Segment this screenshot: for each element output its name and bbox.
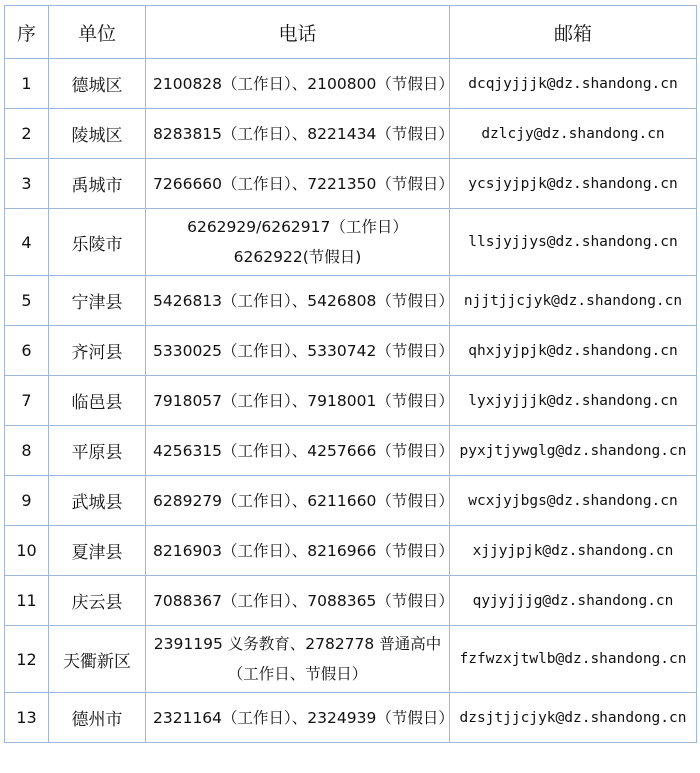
email-link[interactable]: wcxjyjbgs@dz.shandong.cn xyxy=(450,476,697,526)
phone-line: 7918057（工作日）、7918001（节假日） xyxy=(153,391,454,410)
header-row xyxy=(5,6,697,59)
phone-cell xyxy=(146,276,454,326)
table-row xyxy=(5,59,697,109)
row-number: 11 xyxy=(5,576,49,626)
phone-line: 6289279（工作日）、6211660（节假日） xyxy=(153,491,454,510)
unit-name: 夏津县 xyxy=(49,526,146,576)
unit-name: 临邑县 xyxy=(49,376,146,426)
table-row xyxy=(5,376,697,426)
row-number: 10 xyxy=(5,526,49,576)
email-link[interactable]: fzfwzxjtwlb@dz.shandong.cn xyxy=(450,626,697,693)
email-link[interactable]: dzsjtjjcjyk@dz.shandong.cn xyxy=(450,693,697,743)
email-link[interactable]: qyjyjjjg@dz.shandong.cn xyxy=(450,576,697,626)
table-row xyxy=(5,209,697,276)
phone-cell xyxy=(146,526,454,576)
phone-cell xyxy=(146,426,454,476)
row-number: 8 xyxy=(5,426,49,476)
unit-name: 陵城区 xyxy=(49,109,146,159)
row-number: 13 xyxy=(5,693,49,743)
phone-line: 6262929/6262917（工作日） xyxy=(187,218,408,236)
table-row xyxy=(5,476,697,526)
phone-cell xyxy=(146,59,454,109)
row-number: 7 xyxy=(5,376,49,426)
phone-line: 2391195 义务教育、2782778 普通高中 xyxy=(153,635,442,653)
table-row xyxy=(5,326,697,376)
row-number: 9 xyxy=(5,476,49,526)
table-row xyxy=(5,626,697,693)
header-email: 邮箱 xyxy=(450,6,697,59)
row-number: 3 xyxy=(5,159,49,209)
table-row xyxy=(5,526,697,576)
phone-line: 8216903（工作日）、8216966（节假日） xyxy=(153,541,454,560)
unit-name: 天衢新区 xyxy=(49,626,146,693)
email-link[interactable]: njjtjjcjyk@dz.shandong.cn xyxy=(450,276,697,326)
row-number: 12 xyxy=(5,626,49,693)
phone-line: 5426813（工作日）、5426808（节假日） xyxy=(153,291,454,310)
unit-name: 庆云县 xyxy=(49,576,146,626)
unit-name: 宁津县 xyxy=(49,276,146,326)
phone-cell xyxy=(146,576,454,626)
email-link[interactable]: dcqjyjjjk@dz.shandong.cn xyxy=(450,59,697,109)
phone-line: 2100828（工作日）、2100800（节假日） xyxy=(153,74,454,93)
email-link[interactable]: xjjyjpjk@dz.shandong.cn xyxy=(450,526,697,576)
email-link[interactable]: llsjyjjys@dz.shandong.cn xyxy=(450,209,697,276)
phone-line: 7266660（工作日）、7221350（节假日） xyxy=(153,174,454,193)
phone-cell xyxy=(146,626,450,693)
table-row xyxy=(5,276,697,326)
header-no: 序 xyxy=(5,6,49,59)
row-number: 6 xyxy=(5,326,49,376)
email-link[interactable]: pyxjtjywglg@dz.shandong.cn xyxy=(450,426,697,476)
row-number: 1 xyxy=(5,59,49,109)
unit-name: 德城区 xyxy=(49,59,146,109)
table-row xyxy=(5,159,697,209)
phone-line: 8283815（工作日）、8221434（节假日） xyxy=(153,124,454,143)
phone-line: 5330025（工作日）、5330742（节假日） xyxy=(153,341,454,360)
email-link[interactable]: dzlcjy@dz.shandong.cn xyxy=(450,109,697,159)
email-link[interactable]: qhxjyjpjk@dz.shandong.cn xyxy=(450,326,697,376)
row-number: 2 xyxy=(5,109,49,159)
unit-name: 禹城市 xyxy=(49,159,146,209)
unit-name: 德州市 xyxy=(49,693,146,743)
row-number: 5 xyxy=(5,276,49,326)
unit-name: 武城县 xyxy=(49,476,146,526)
phone-cell xyxy=(146,693,454,743)
phone-line: 6262922(节假日) xyxy=(233,248,362,266)
email-link[interactable]: lyxjyjjjk@dz.shandong.cn xyxy=(450,376,697,426)
contact-table xyxy=(4,5,697,743)
phone-line: （工作日、节假日） xyxy=(227,665,368,683)
email-link[interactable]: ycsjyjpjk@dz.shandong.cn xyxy=(450,159,697,209)
table-body xyxy=(5,59,697,743)
phone-cell xyxy=(146,326,454,376)
unit-name: 乐陵市 xyxy=(49,209,146,276)
phone-cell xyxy=(146,476,454,526)
phone-line: 2321164（工作日）、2324939（节假日） xyxy=(153,708,454,727)
phone-cell xyxy=(146,109,454,159)
phone-cell xyxy=(146,376,454,426)
table-row xyxy=(5,109,697,159)
table-row xyxy=(5,693,697,743)
header-unit: 单位 xyxy=(49,6,146,59)
row-number: 4 xyxy=(5,209,49,276)
phone-line: 4256315（工作日）、4257666（节假日） xyxy=(153,441,454,460)
header-phone: 电话 xyxy=(146,6,450,59)
phone-cell xyxy=(146,159,454,209)
phone-line: 7088367（工作日）、7088365（节假日） xyxy=(153,591,454,610)
phone-cell xyxy=(146,209,450,276)
table-row xyxy=(5,576,697,626)
table-row xyxy=(5,426,697,476)
unit-name: 齐河县 xyxy=(49,326,146,376)
unit-name: 平原县 xyxy=(49,426,146,476)
